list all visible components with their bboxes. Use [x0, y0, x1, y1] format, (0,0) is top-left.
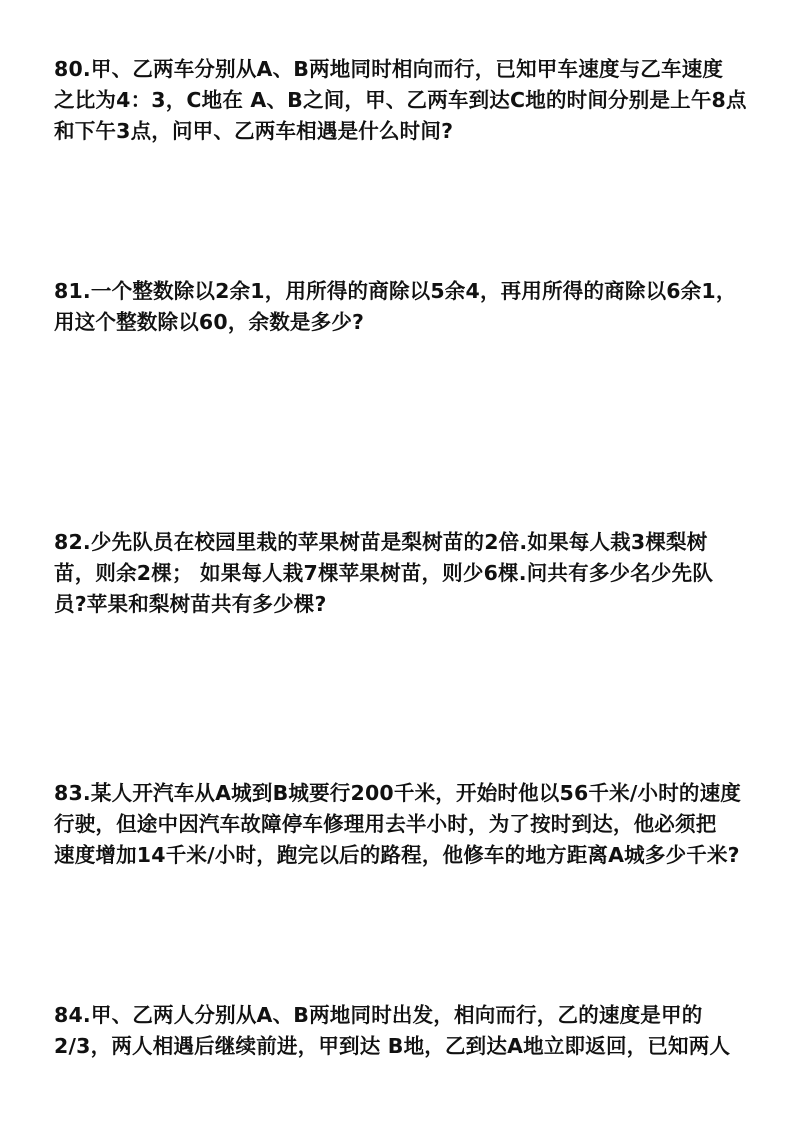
problem-82-line-2: 苗，则余2棵； 如果每人栽7棵苹果树苗，则少6棵.问共有多少名少先队 — [54, 561, 714, 585]
problem-80-line-2: 之比为4：3，C地在 A、B之间，甲、乙两车到达C地的时间分别是上午8点 — [54, 88, 747, 112]
problem-80 — [54, 54, 754, 147]
problem-84-line-1: 84.甲、乙两人分别从A、B两地同时出发，相向而行，乙的速度是甲的 — [54, 1003, 703, 1027]
problem-81-line-2: 用这个整数除以60，余数是多少? — [54, 310, 365, 334]
problem-82 — [54, 527, 754, 620]
problem-81 — [54, 276, 754, 338]
problem-82-line-1: 82.少先队员在校园里栽的苹果树苗是梨树苗的2倍.如果每人栽3棵梨树 — [54, 530, 708, 554]
problem-83-line-1: 83.某人开汽车从A城到B城要行200千米，开始时他以56千米/小时的速度 — [54, 781, 742, 805]
problem-82-line-3: 员?苹果和梨树苗共有多少棵? — [54, 592, 327, 616]
problem-80-line-1: 80.甲、乙两车分别从A、B两地同时相向而行，已知甲车速度与乙车速度 — [54, 57, 724, 81]
problem-81-line-1: 81.一个整数除以2余1，用所得的商除以5余4，再用所得的商除以6余1， — [54, 279, 737, 303]
problem-83-line-3: 速度增加14千米/小时，跑完以后的路程，他修车的地方距离A城多少千米? — [54, 843, 740, 867]
problem-84 — [54, 1000, 754, 1062]
problem-84-line-2: 2/3，两人相遇后继续前进，甲到达 B地，乙到达A地立即返回，已知两人 — [54, 1034, 731, 1058]
problem-83-line-2: 行驶，但途中因汽车故障停车修理用去半小时，为了按时到达，他必须把 — [54, 812, 717, 836]
problem-80-line-3: 和下午3点，问甲、乙两车相遇是什么时间? — [54, 119, 454, 143]
problem-83 — [54, 778, 754, 871]
